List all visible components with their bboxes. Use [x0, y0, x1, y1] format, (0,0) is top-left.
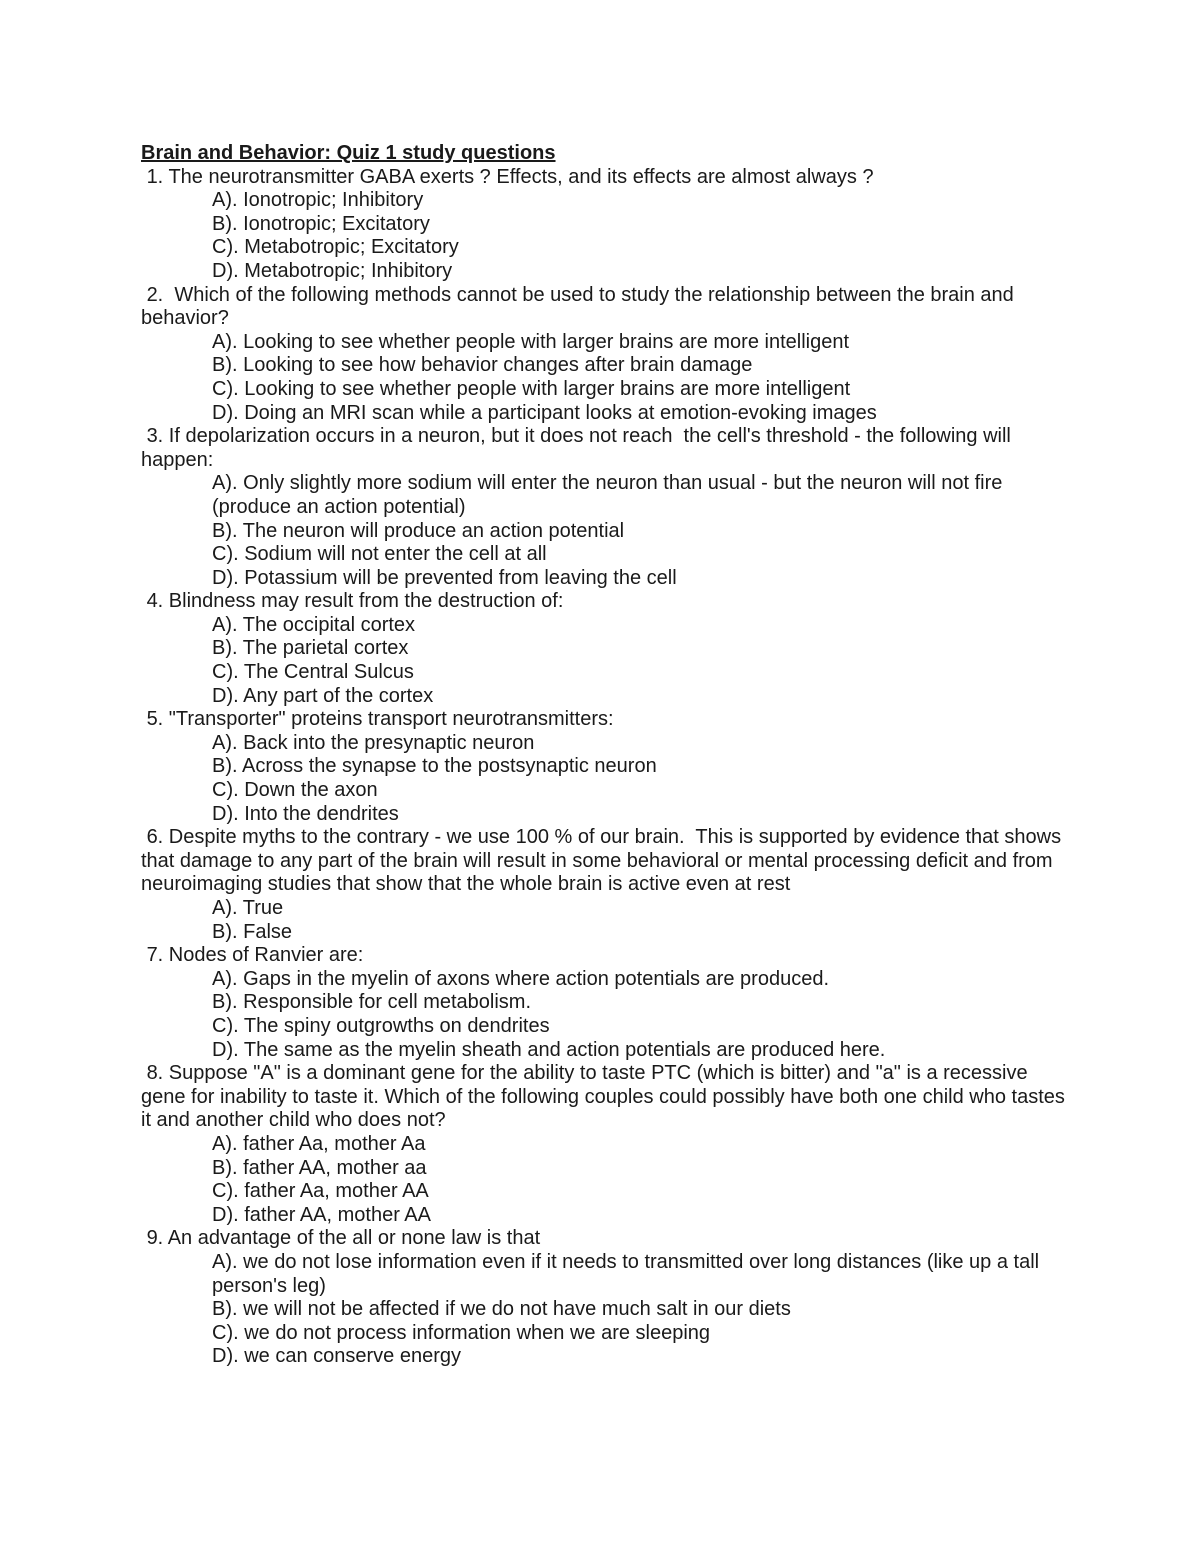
answer-option: A). Back into the presynaptic neuron	[212, 731, 535, 754]
answer-option: C). Down the axon	[212, 779, 378, 802]
answer-option: B). The parietal cortex	[212, 637, 409, 660]
answer-option: B). Ionotropic; Excitatory	[212, 212, 430, 235]
answer-option: C). father Aa, mother AA	[212, 1180, 429, 1203]
question-stem: 8. Suppose "A" is a dominant gene for the ability to taste PTC (which is bitter) and "a" is a recessive gene for inability to taste it. Which of the following couples could possibly have both one child who tastes it and another child who does not?	[141, 1062, 1071, 1132]
question-5	[141, 708, 1071, 826]
answer-option: C). The spiny outgrowths on dendrites	[212, 1014, 550, 1037]
answer-option: D). Into the dendrites	[212, 802, 399, 825]
answer-option: B). False	[212, 920, 293, 943]
question-stem: 6. Despite myths to the contrary - we use 100 % of our brain. This is supported by evidence that shows that damage to any part of the brain will result in some behavioral or mental processing deficit and from neuroimaging studies that show that the whole brain is active even at rest	[141, 826, 1067, 896]
answer-option: A). Looking to see whether people with larger brains are more intelligent	[212, 330, 850, 353]
answer-option: B). Responsible for cell metabolism.	[212, 991, 532, 1014]
answer-option: D). father AA, mother AA	[212, 1203, 431, 1226]
answer-option: D). Doing an MRI scan while a participant looks at emotion-evoking images	[212, 401, 877, 424]
question-stem: 4. Blindness may result from the destruction of:	[141, 590, 564, 613]
question-9	[141, 1227, 1071, 1369]
answer-option: A). The occipital cortex	[212, 613, 416, 636]
answer-option: A). Only slightly more sodium will enter the neuron than usual - but the neuron will not fire (produce an action potential)	[212, 472, 1003, 518]
answer-option: B). The neuron will produce an action potential	[212, 519, 625, 542]
answer-option: A). Gaps in the myelin of axons where action potentials are produced.	[212, 967, 830, 990]
answer-option: D). The same as the myelin sheath and action potentials are produced here.	[212, 1038, 886, 1061]
answer-option: C). we do not process information when we are sleeping	[212, 1321, 711, 1344]
question-1	[141, 166, 1071, 284]
question-4	[141, 590, 1071, 708]
question-stem: 5. "Transporter" proteins transport neurotransmitters:	[141, 708, 614, 731]
answer-option: B). we will not be affected if we do not have much salt in our diets	[212, 1298, 791, 1321]
question-8	[141, 1062, 1071, 1227]
answer-option: A). we do not lose information even if it needs to transmitted over long distances (like up a tall person's leg)	[212, 1250, 1040, 1297]
question-7	[141, 944, 1071, 1062]
answer-option: C). The Central Sulcus	[212, 661, 414, 684]
answer-option: D). Any part of the cortex	[212, 684, 434, 707]
question-stem: 7. Nodes of Ranvier are:	[141, 944, 364, 967]
question-3	[141, 425, 1071, 590]
answer-option: A). True	[212, 897, 284, 919]
answer-option: D). we can conserve energy	[212, 1345, 462, 1368]
question-list	[141, 166, 1071, 1369]
answer-option: B). Looking to see how behavior changes after brain damage	[212, 354, 753, 377]
answer-option: A). Ionotropic; Inhibitory	[212, 189, 424, 212]
question-6	[141, 826, 1071, 944]
answer-option: C). Metabotropic; Excitatory	[212, 236, 459, 259]
document-body	[141, 142, 1071, 1369]
answer-option: C). Sodium will not enter the cell at all	[212, 543, 547, 566]
answer-option: B). Across the synapse to the postsynaptic neuron	[212, 755, 657, 778]
answer-option: D). Metabotropic; Inhibitory	[212, 259, 453, 282]
question-2	[141, 284, 1071, 426]
document-title: Brain and Behavior: Quiz 1 study questions	[141, 142, 556, 164]
question-stem: 2. Which of the following methods cannot be used to study the relationship between the brain and behavior?	[141, 283, 1020, 330]
answer-option: D). Potassium will be prevented from leaving the cell	[212, 566, 677, 589]
answer-option: B). father AA, mother aa	[212, 1156, 427, 1179]
answer-option: A). father Aa, mother Aa	[212, 1132, 426, 1155]
question-stem: 1. The neurotransmitter GABA exerts ? Effects, and its effects are almost always ?	[141, 165, 874, 188]
answer-option: C). Looking to see whether people with larger brains are more intelligent	[212, 377, 851, 400]
question-stem: 9. An advantage of the all or none law is that	[141, 1227, 541, 1250]
question-stem: 3. If depolarization occurs in a neuron, but it does not reach the cell's threshold - the following will happen:	[141, 425, 1017, 471]
